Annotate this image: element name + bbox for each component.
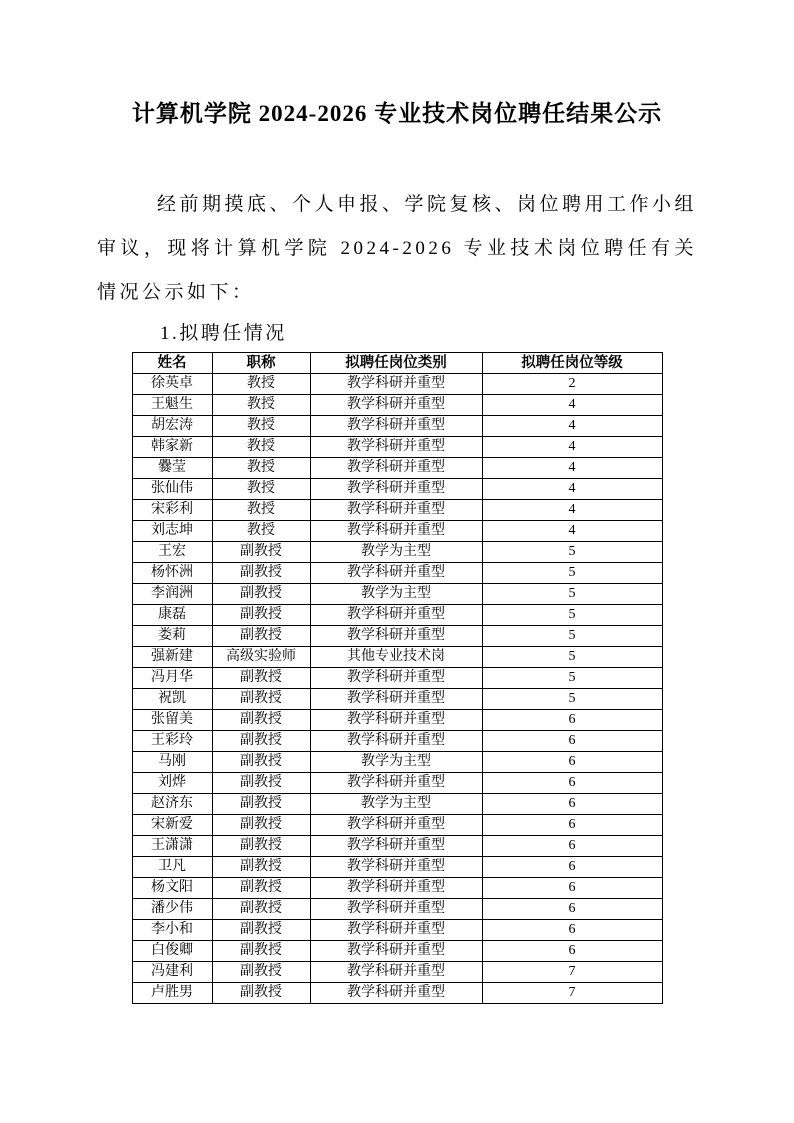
table-row [132,752,662,773]
table-cell: 副教授 [212,689,310,710]
table-cell: 教学为主型 [310,542,482,563]
table-cell: 教授 [212,521,310,542]
table-cell: 副教授 [212,878,310,899]
table-cell: 4 [482,395,662,416]
table-cell: 教学科研并重型 [310,983,482,1004]
table-cell: 冯月华 [132,668,212,689]
table-cell: 祝凯 [132,689,212,710]
table-cell: 6 [482,878,662,899]
table-cell: 教学为主型 [310,584,482,605]
table-cell: 赵济东 [132,794,212,815]
table-cell: 6 [482,920,662,941]
table-cell: 白俊卿 [132,941,212,962]
table-cell: 副教授 [212,983,310,1004]
table-cell: 副教授 [212,815,310,836]
table-cell: 副教授 [212,941,310,962]
table-cell: 教学科研并重型 [310,773,482,794]
table-row [132,521,662,542]
table-cell: 潘少伟 [132,899,212,920]
table-cell: 5 [482,689,662,710]
table-cell: 4 [482,479,662,500]
intro-paragraph: 经前期摸底、个人申报、学院复核、岗位聘用工作小组审议，现将计算机学院 2024-2026 专业技术岗位聘任有关情况公示如下： [97,194,698,303]
table-cell: 李小和 [132,920,212,941]
table-cell: 教学科研并重型 [310,563,482,584]
table-cell: 高级实验师 [212,647,310,668]
table-row [132,584,662,605]
table-cell: 5 [482,542,662,563]
table-cell: 爨莹 [132,458,212,479]
table-cell: 其他专业技术岗 [310,647,482,668]
table-cell: 6 [482,710,662,731]
table-cell: 4 [482,437,662,458]
table-cell: 刘烨 [132,773,212,794]
table-cell: 6 [482,836,662,857]
table-header-cell: 拟聘任岗位等级 [482,353,662,374]
table-cell: 教授 [212,479,310,500]
table-row [132,542,662,563]
table-cell: 4 [482,500,662,521]
table-cell: 教授 [212,374,310,395]
table-cell: 马刚 [132,752,212,773]
table-row [132,983,662,1004]
table-row [132,605,662,626]
table-cell: 教授 [212,437,310,458]
table-cell: 副教授 [212,626,310,647]
table-row [132,920,662,941]
table-cell: 王宏 [132,542,212,563]
table-cell: 6 [482,731,662,752]
table-cell: 副教授 [212,773,310,794]
table-cell: 副教授 [212,836,310,857]
table-row [132,857,662,878]
table-row [132,899,662,920]
table-cell: 胡宏涛 [132,416,212,437]
table-cell: 6 [482,773,662,794]
table-cell: 教学科研并重型 [310,920,482,941]
table-cell: 教学科研并重型 [310,626,482,647]
table-row [132,710,662,731]
table-cell: 6 [482,857,662,878]
table-cell: 5 [482,584,662,605]
table-cell: 康磊 [132,605,212,626]
table-row [132,395,662,416]
table-cell: 副教授 [212,710,310,731]
table-row [132,773,662,794]
table-cell: 教学科研并重型 [310,815,482,836]
table-cell: 刘志坤 [132,521,212,542]
table-row [132,878,662,899]
table-cell: 教学科研并重型 [310,731,482,752]
table-row [132,794,662,815]
table-cell: 强新建 [132,647,212,668]
table-header-cell: 职称 [212,353,310,374]
table-cell: 教授 [212,500,310,521]
table-row [132,941,662,962]
table-cell: 杨怀洲 [132,563,212,584]
table-cell: 教学科研并重型 [310,689,482,710]
table-cell: 教学科研并重型 [310,605,482,626]
section-heading: 1.拟聘任情况 [160,323,287,344]
table-cell: 教学科研并重型 [310,458,482,479]
table-cell: 4 [482,521,662,542]
table-cell: 教学科研并重型 [310,668,482,689]
table-cell: 冯建利 [132,962,212,983]
table-cell: 6 [482,794,662,815]
table-cell: 教学科研并重型 [310,437,482,458]
table-row [132,836,662,857]
table-cell: 7 [482,962,662,983]
table-cell: 张仙伟 [132,479,212,500]
table-cell: 副教授 [212,542,310,563]
table-row [132,563,662,584]
table-cell: 教授 [212,416,310,437]
table-cell: 副教授 [212,857,310,878]
table-cell: 教学科研并重型 [310,878,482,899]
appointment-table-body [132,374,662,1004]
table-cell: 4 [482,458,662,479]
table-cell: 副教授 [212,920,310,941]
table-cell: 教学科研并重型 [310,479,482,500]
table-cell: 王魁生 [132,395,212,416]
table-cell: 教学科研并重型 [310,836,482,857]
table-cell: 5 [482,626,662,647]
table-row [132,479,662,500]
table-row [132,731,662,752]
table-cell: 教学科研并重型 [310,374,482,395]
table-cell: 教学科研并重型 [310,941,482,962]
table-cell: 副教授 [212,668,310,689]
table-cell: 王潇潇 [132,836,212,857]
appointment-table [132,352,663,1004]
table-cell: 5 [482,668,662,689]
table-row [132,962,662,983]
table-cell: 5 [482,647,662,668]
table-cell: 副教授 [212,584,310,605]
table-header-cell: 拟聘任岗位类别 [310,353,482,374]
table-cell: 卢胜男 [132,983,212,1004]
table-cell: 张留美 [132,710,212,731]
table-cell: 2 [482,374,662,395]
table-cell: 副教授 [212,605,310,626]
table-cell: 5 [482,563,662,584]
table-row [132,668,662,689]
table-cell: 教学科研并重型 [310,500,482,521]
table-cell: 7 [482,983,662,1004]
table-cell: 6 [482,899,662,920]
table-cell: 教学科研并重型 [310,710,482,731]
table-cell: 教学科研并重型 [310,962,482,983]
table-row [132,374,662,395]
table-cell: 王彩玲 [132,731,212,752]
table-row [132,500,662,521]
table-cell: 6 [482,752,662,773]
table-cell: 教学科研并重型 [310,857,482,878]
table-header-cell: 姓名 [132,353,212,374]
table-cell: 教学为主型 [310,794,482,815]
table-cell: 教学科研并重型 [310,899,482,920]
table-cell: 副教授 [212,962,310,983]
table-cell: 娄莉 [132,626,212,647]
table-row [132,647,662,668]
document-title: 计算机学院 2024-2026 专业技术岗位聘任结果公示 [131,101,663,126]
table-row [132,458,662,479]
table-row [132,626,662,647]
table-row [132,437,662,458]
table-row [132,689,662,710]
table-cell: 徐英卓 [132,374,212,395]
table-header-row [132,353,662,374]
table-cell: 5 [482,605,662,626]
table-cell: 卫凡 [132,857,212,878]
table-cell: 教学科研并重型 [310,521,482,542]
table-cell: 宋新爱 [132,815,212,836]
table-cell: 宋彩利 [132,500,212,521]
table-cell: 教授 [212,395,310,416]
table-cell: 副教授 [212,731,310,752]
table-cell: 4 [482,416,662,437]
table-cell: 教授 [212,458,310,479]
table-cell: 副教授 [212,899,310,920]
table-cell: 李润洲 [132,584,212,605]
table-cell: 副教授 [212,794,310,815]
table-row [132,416,662,437]
table-cell: 6 [482,941,662,962]
table-cell: 韩家新 [132,437,212,458]
table-cell: 副教授 [212,563,310,584]
table-row [132,815,662,836]
table-cell: 杨文阳 [132,878,212,899]
table-cell: 教学科研并重型 [310,416,482,437]
table-cell: 教学为主型 [310,752,482,773]
table-cell: 6 [482,815,662,836]
table-cell: 副教授 [212,752,310,773]
table-cell: 教学科研并重型 [310,395,482,416]
